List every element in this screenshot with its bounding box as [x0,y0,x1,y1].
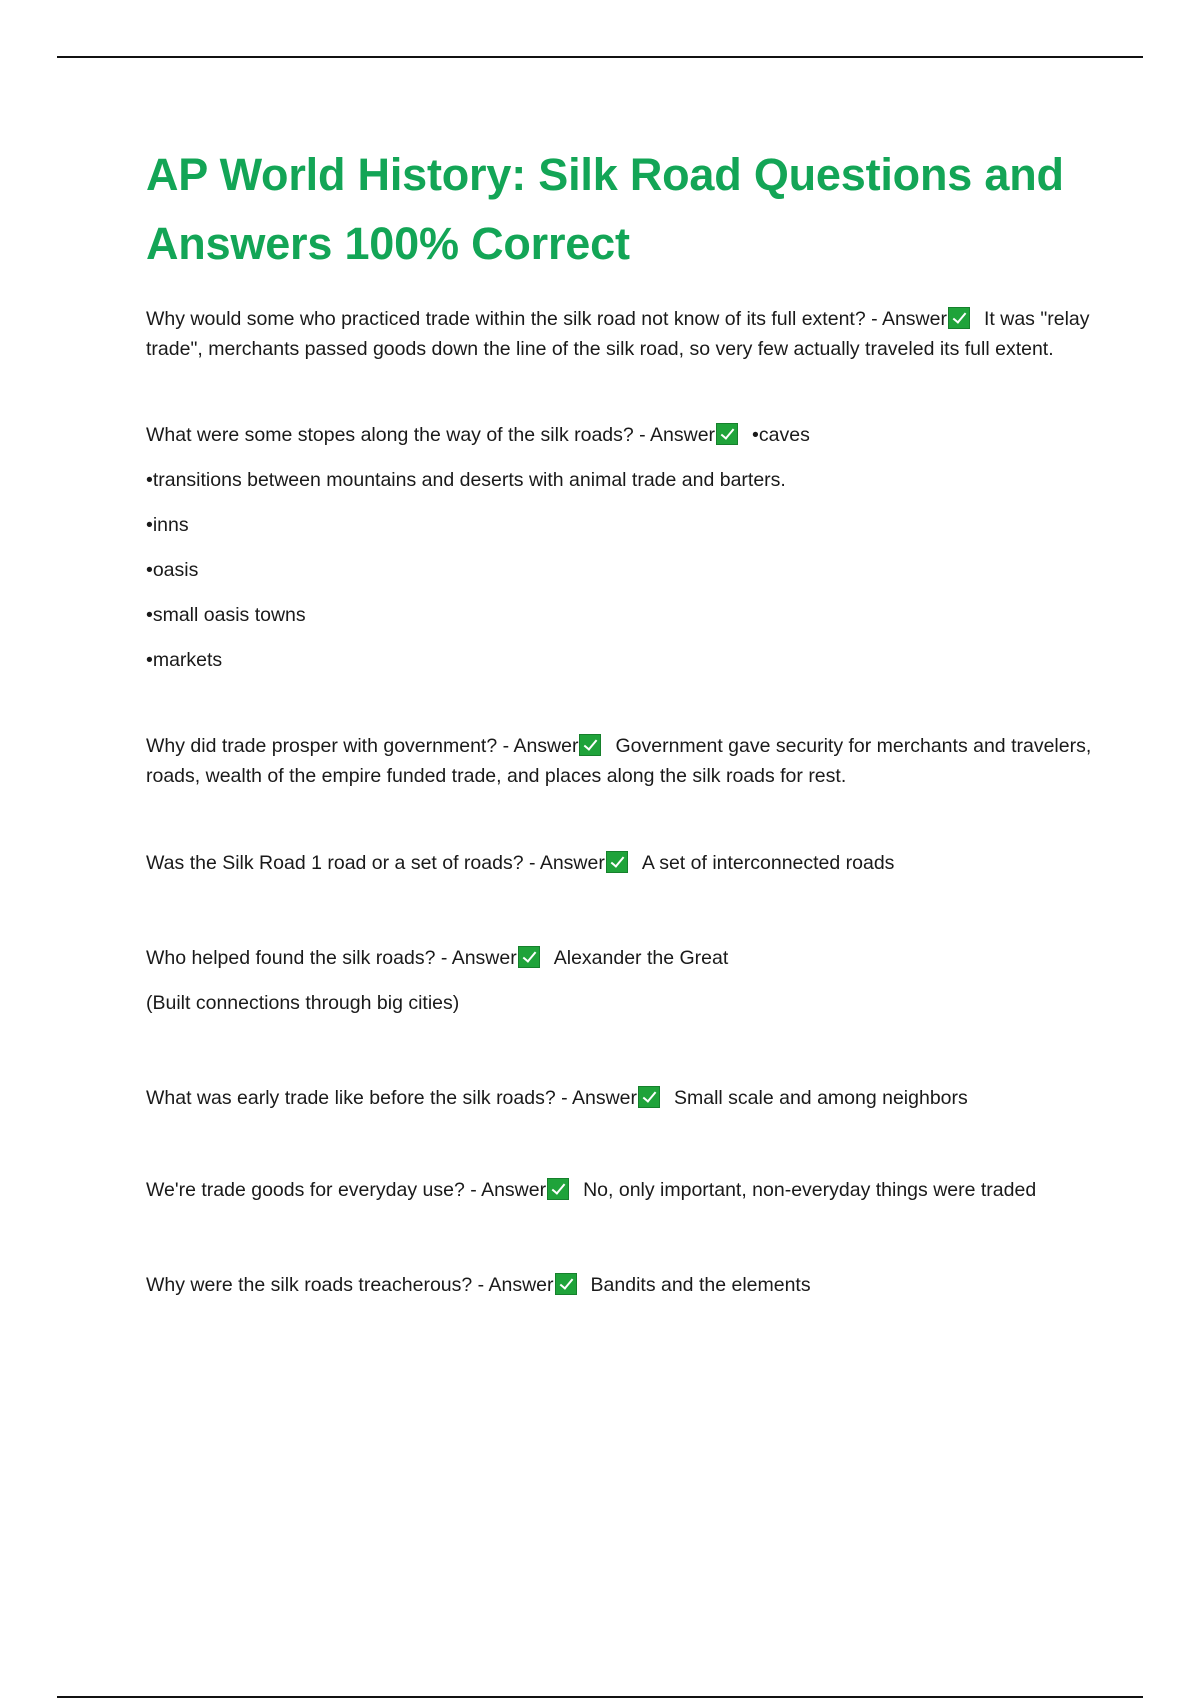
qa-main-line [146,420,1094,450]
answer-text: Alexander the Great [553,947,729,969]
separator: - [497,735,514,757]
separator: - [865,308,882,330]
answer-text: It was "relay trade", merchants passed goods down the line of the silk road, so very few actually traveled its full extent. [146,308,1090,360]
answer-text: A set of interconnected roads [641,852,895,874]
answer-label: Answer [488,1274,554,1296]
answer-text: Small scale and among neighbors [674,1087,968,1109]
answer-text: No, only important, non-everyday things were traded [583,1179,1037,1201]
answer-extra-line: (Built connections through big cities) [146,992,460,1014]
footer-rule [57,1696,1143,1698]
qa-main-line [146,1270,1094,1300]
separator: - [472,1274,489,1296]
answer-label: Answer [650,424,716,446]
qa-main-line [146,848,1094,878]
question-text: What were some stopes along the way of the silk roads? [146,424,634,446]
question-text: What was early trade like before the silk roads? [146,1087,556,1109]
question-text: Why were the silk roads treacherous? [146,1274,473,1296]
answer-text: Bandits and the elements [590,1274,811,1296]
answer-label: Answer [539,852,605,874]
answer-text: Government gave security for merchants and travelers, roads, wealth of the empire funded trade, and places along the silk roads for rest. [146,735,1092,787]
answer-text: •caves [752,424,810,446]
check-icon [555,1273,577,1295]
separator: - [555,1087,572,1109]
answer-label: Answer [481,1179,547,1201]
answer-extra-line: •inns [146,514,189,536]
check-icon [518,946,540,968]
qa-main-line [146,1175,1094,1205]
check-icon [638,1086,660,1108]
separator: - [523,852,540,874]
check-icon [606,851,628,873]
answer-label: Answer [571,1087,637,1109]
qa-item [146,304,1094,364]
qa-main-line [146,943,1094,973]
question-text: Why would some who practiced trade within the silk road not know of its full extent? [146,308,866,330]
document-body [146,140,1094,1300]
header-rule [57,56,1143,58]
qa-item [146,420,1094,675]
qa-main-line [146,1083,1094,1113]
separator: - [435,947,452,969]
question-text: We're trade goods for everyday use? [146,1179,465,1201]
check-icon [579,734,601,756]
qa-item [146,943,1094,1018]
check-icon [948,307,970,329]
answer-extra-line: •transitions between mountains and deserts with animal trade and barters. [146,469,786,491]
qa-item [146,731,1094,791]
qa-main-line [146,304,1094,364]
document-title: AP World History: Silk Road Questions and Answers 100% Correct [146,149,1064,269]
separator: - [633,424,651,446]
separator: - [464,1179,482,1201]
question-text: Who helped found the silk roads? [146,947,436,969]
question-text: Why did trade prosper with government? [146,735,498,757]
answer-label: Answer [451,947,517,969]
answer-label: Answer [513,735,579,757]
qa-item [146,1270,1094,1300]
answer-extra-line: •small oasis towns [146,604,306,626]
qa-item [146,1083,1094,1113]
qa-list [146,304,1094,1300]
answer-label: Answer [881,308,947,330]
check-icon [716,423,738,445]
question-text: Was the Silk Road 1 road or a set of roads? [146,852,524,874]
qa-item [146,848,1094,878]
answer-extra-line: •oasis [146,559,199,581]
answer-extra-line: •markets [146,649,223,671]
qa-main-line [146,731,1094,791]
qa-item [146,1175,1094,1205]
check-icon [547,1178,569,1200]
